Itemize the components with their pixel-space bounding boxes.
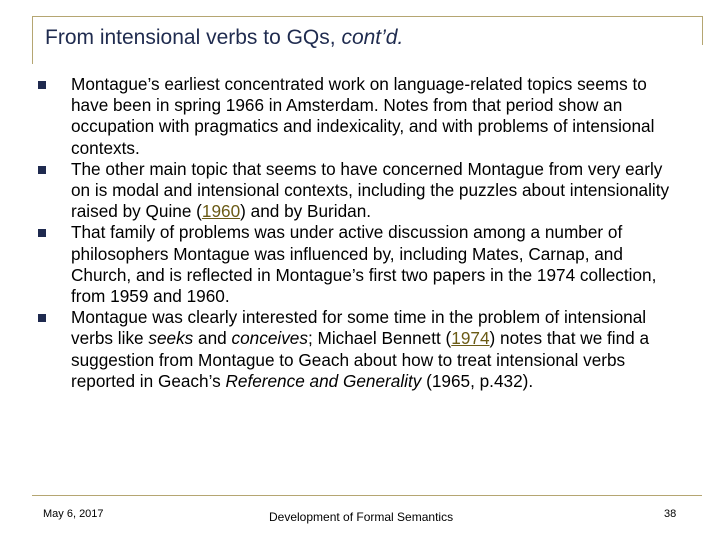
title-frame-left: [32, 16, 33, 64]
footer-title: Development of Formal Semantics: [269, 510, 454, 524]
square-bullet-icon: [38, 314, 46, 322]
bullet-text: ) notes that we find a suggestion from Montague to Geach about how to treat intensional verbs reported in Geach’s: [71, 328, 650, 391]
bullet-text: Montague’s earliest concentrated work on language-related topics seems to have been in spring 1966 in Amsterdam. Notes from that period show an occupation with pragmatics and indexicality, and with problems of intensional contexts.: [71, 74, 655, 158]
footer-date: May 6, 2017: [43, 508, 104, 520]
square-bullet-icon: [38, 166, 46, 174]
bullet-item-4: [38, 307, 678, 392]
emphasis-seeks: seeks: [148, 328, 194, 349]
bullet-item-2: [38, 159, 678, 223]
bullet-text: Montague was clearly interested for some time in the problem of intensional verbs like: [71, 307, 647, 349]
bullet-text: ; Michael Bennett (: [307, 328, 452, 349]
square-bullet-icon: [38, 229, 46, 237]
slide-title-main: From intensional verbs to GQs,: [45, 26, 342, 49]
square-bullet-icon: [38, 81, 46, 89]
bullet-text: and: [193, 328, 232, 349]
citation-link-quine-1960[interactable]: 1960: [201, 201, 241, 222]
slide-title-italic: cont’d.: [341, 26, 404, 49]
bullet-text: That family of problems was under active discussion among a number of philosophers Montague was influenced by, including Mates, Carnap, and Church, and is reflected in Montague’s first two papers in the 1974 collection, from 1959 and 1960.: [71, 222, 657, 307]
bullet-item-1: [38, 74, 678, 159]
bullet-text: (1965, p.432).: [421, 370, 534, 391]
slide-title: [45, 26, 403, 50]
bullet-item-3: [38, 222, 678, 307]
bullet-list: [38, 74, 678, 392]
bullet-text: ) and by Buridan.: [240, 201, 372, 222]
footer-divider: [32, 495, 702, 496]
emphasis-conceives: conceives: [231, 328, 308, 349]
citation-link-bennett-1974[interactable]: 1974: [451, 328, 490, 349]
page-number: 38: [664, 508, 677, 520]
emphasis-book-title: Reference and Generality: [225, 370, 422, 391]
bullet-text: The other main topic that seems to have concerned Montague from very early on is modal and intensional contexts, including the puzzles about intensionality raised by Quine (: [71, 158, 670, 222]
